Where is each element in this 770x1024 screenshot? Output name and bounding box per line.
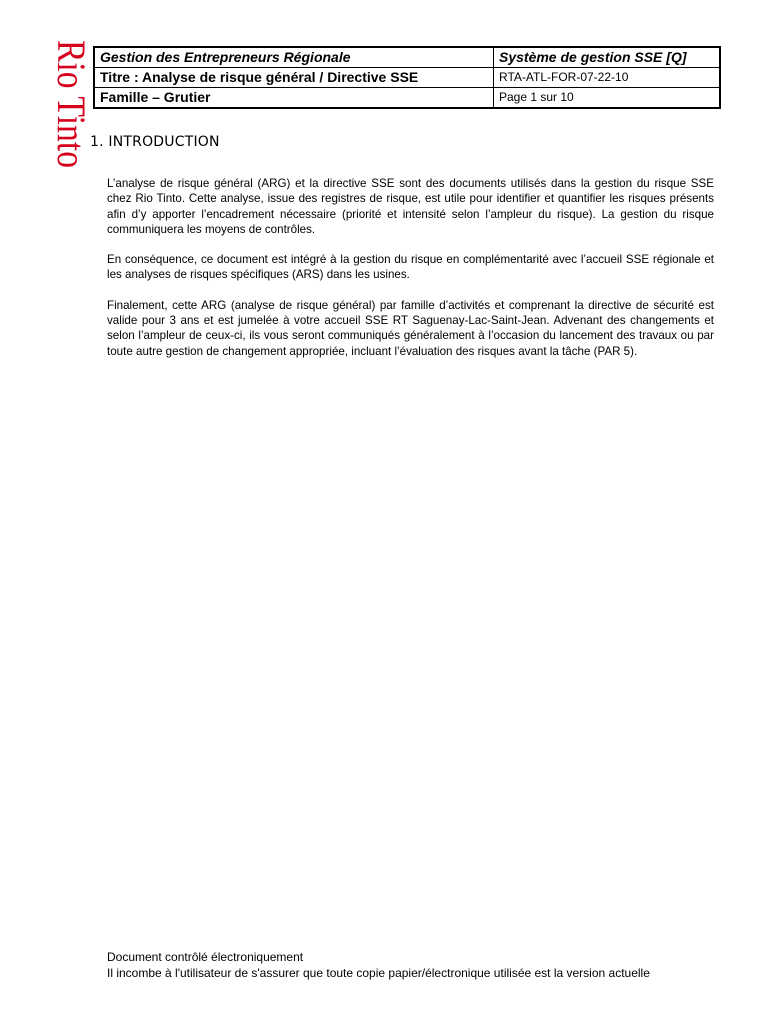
logo-text: Rio Tinto [49, 40, 94, 193]
header-row [94, 47, 720, 68]
header-row [94, 88, 720, 109]
document-code: RTA-ATL-FOR-07-22-10 [494, 68, 721, 88]
family-title: Famille – Grutier [94, 88, 494, 109]
page-number: Page 1 sur 10 [494, 88, 721, 109]
section-heading: 1. INTRODUCTION [90, 134, 220, 150]
footer-line: Il incombe à l'utilisateur de s'assurer que toute copie papier/électronique utilisée est la version actuelle [107, 965, 650, 980]
document-header-table [93, 46, 721, 109]
paragraph: En conséquence, ce document est intégré à la gestion du risque en complémentarité avec l’accueil SSE régionale et les analyses de risques spécifiques (ARS) dans les usines. [107, 253, 714, 282]
section-body [107, 176, 714, 374]
header-row [94, 68, 720, 88]
paragraph: Finalement, cette ARG (analyse de risque général) par famille d’activités et comprenant la directive de sécurité est valide pour 3 ans et est jumelée à votre accueil SSE RT Saguenay-Lac-Saint-Jean. Advenant des changements et selon l’ampleur de ceux-ci, ils vous seront communiqués généralement à l’occasion du lancement des travaux ou par toute autre gestion de changement appropriée, incluant l’évaluation des risques avant la tâche (PAR 5). [107, 298, 714, 358]
system-title: Système de gestion SSE [Q] [494, 47, 721, 68]
department-title: Gestion des Entrepreneurs Régionale [94, 47, 494, 68]
paragraph: L’analyse de risque général (ARG) et la directive SSE sont des documents utilisés dans la gestion du risque SSE chez Rio Tinto. Cette analyse, issue des registres de risque, est utile pour identifier et quantifier les risques présents afin d’y apporter l’encadrement nécessaire (priorité et intensité selon l’ampleur du risque). La gestion du risque communiquera les moyens de contrôles. [107, 177, 714, 236]
footer-line: Document contrôlé électroniquement [107, 950, 304, 964]
footer-notice [107, 950, 727, 981]
document-title: Titre : Analyse de risque général / Directive SSE [94, 68, 494, 88]
rio-tinto-logo [18, 38, 94, 193]
